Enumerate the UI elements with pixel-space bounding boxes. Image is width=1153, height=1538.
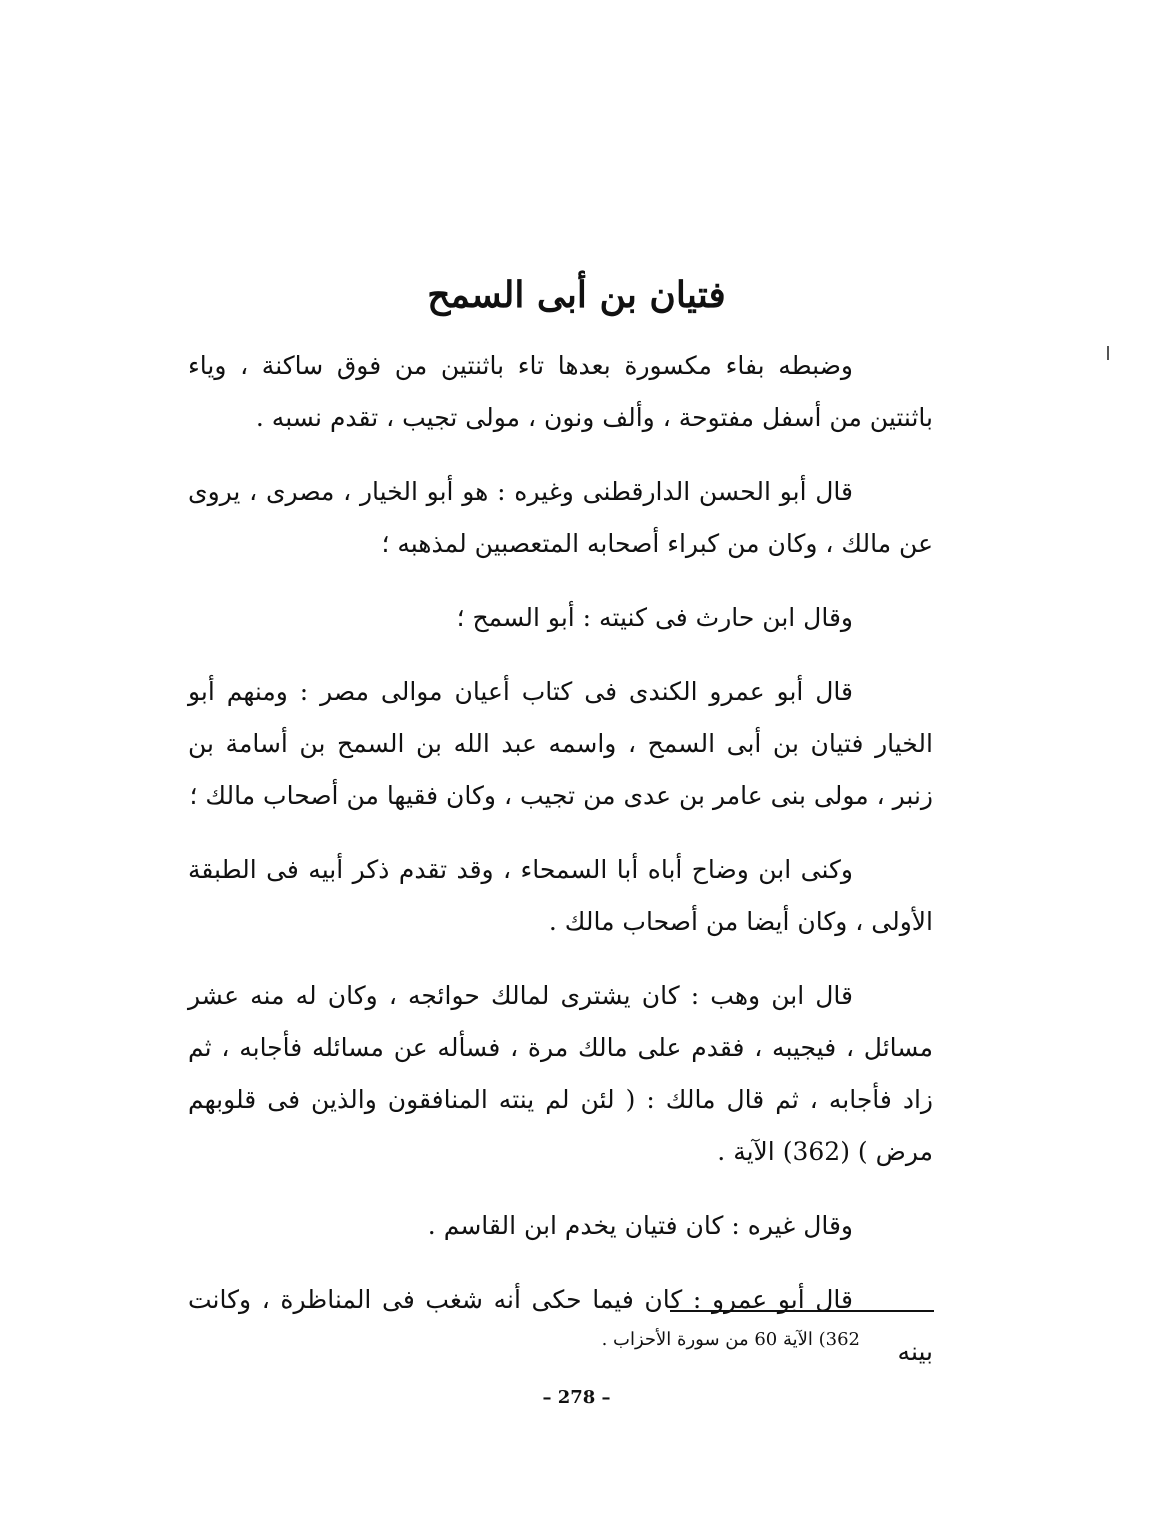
page-number: – 278 – <box>542 1387 611 1408</box>
paragraph-6: قال ابن وهب : كان يشترى لمالك حوائجه ، وكان له منه عشر مسائل ، فيجيبه ، فقدم على مالك مرة ، فسأله عن مسائله فأجابه ، ثم زاد فأجابه ، ثم قال مالك : ( لئن لم ينته المنافقون والذين فى قلوبهم مرض ) (362) الآية . <box>188 981 933 1166</box>
footnote: 362) الآية 60 من سورة الأحزاب . <box>601 1329 860 1350</box>
paragraph-3: وقال ابن حارث فى كنيته : أبو السمح ؛ <box>456 603 853 632</box>
paragraph-7: وقال غيره : كان فتيان يخدم ابن القاسم . <box>427 1211 853 1240</box>
paragraph-5: وكنى ابن وضاح أباه أبا السمحاء ، وقد تقدم ذكر أبيه فى الطبقة الأولى ، وكان أيضا من أصحاب مالك . <box>188 855 933 936</box>
paragraph-1: وضبطه بفاء مكسورة بعدها تاء باثنتين من فوق ساكنة ، وياء باثنتين من أسفل مفتوحة ، وألف ونون ، مولى تجيب ، تقدم نسبه . <box>188 351 933 432</box>
body-text <box>188 340 933 1400</box>
footnote-divider <box>670 1310 934 1312</box>
page-title: فتيان بن أبى السمح <box>427 274 726 317</box>
paragraph-4: قال أبو عمرو الكندى فى كتاب أعيان موالى مصر : ومنهم أبو الخيار فتيان بن أبى السمح ، واسمه عبد الله بن السمح بن أسامة بن زنبر ، مولى بنى عامر بن عدى من تجيب ، وكان فقيها من أصحاب مالك ؛ <box>188 677 933 810</box>
paragraph-8: قال أبو عمرو : كان فيما حكى أنه شغب فى المناظرة ، وكانت بينه <box>188 1285 933 1366</box>
margin-mark <box>1107 346 1109 360</box>
paragraph-2: قال أبو الحسن الدارقطنى وغيره : هو أبو الخيار ، مصرى ، يروى عن مالك ، وكان من كبراء أصحابه المتعصبين لمذهبه ؛ <box>188 477 933 558</box>
